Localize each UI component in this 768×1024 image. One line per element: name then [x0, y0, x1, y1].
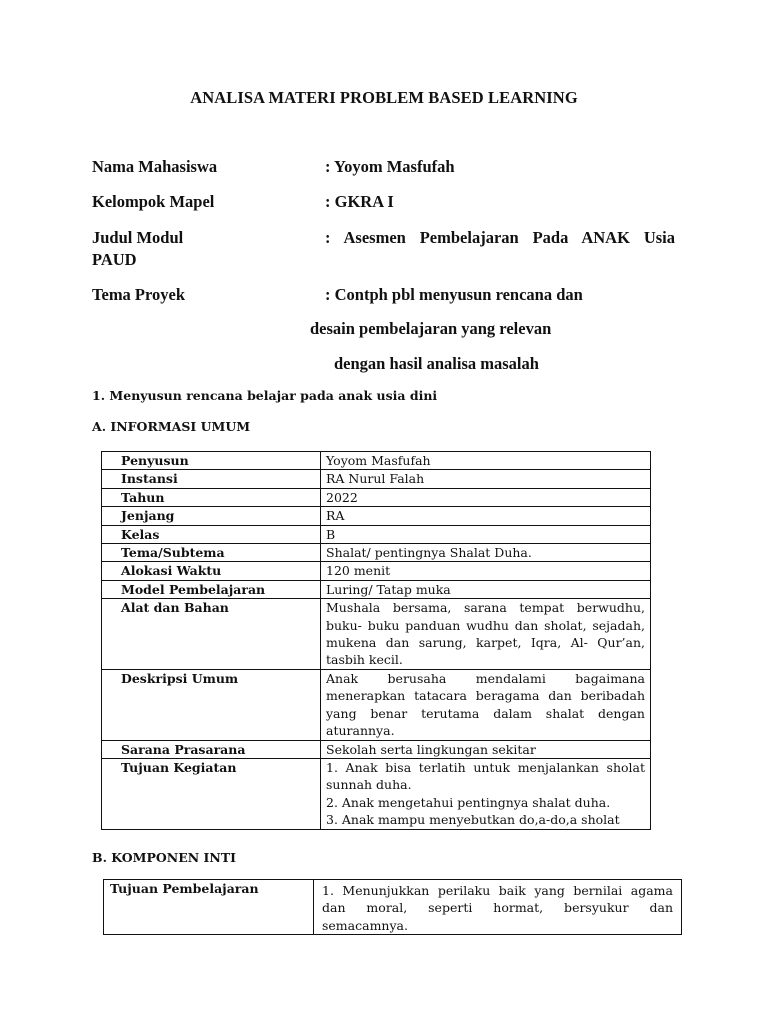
table-row: [102, 525, 651, 543]
table-row: [102, 599, 651, 670]
table-row: [102, 488, 651, 506]
row-label: Sarana Prasarana: [102, 740, 321, 758]
row-value: Luring/ Tatap muka: [321, 580, 651, 598]
informasi-umum-table: [101, 451, 651, 830]
row-label: Jenjang: [102, 507, 321, 525]
row-label: Penyusun: [102, 452, 321, 470]
table-row: [102, 758, 651, 829]
list-item: 2. Anak mengetahui pentingnya shalat duha.: [326, 794, 611, 810]
nama-value: : Yoyom Masfufah: [325, 157, 455, 176]
judul-continuation: PAUD: [92, 250, 137, 269]
table-row: [102, 544, 651, 562]
row-value: Yoyom Masfufah: [321, 452, 651, 470]
row-value: 120 menit: [321, 562, 651, 580]
nama-label: Nama Mahasiswa: [92, 157, 218, 176]
row-label: Alokasi Waktu: [102, 562, 321, 580]
row-label: Tujuan Kegiatan: [102, 758, 321, 829]
row-value: 1. Menunjukkan perilaku baik yang bernilai agama dan moral, seperti hormat, bersyukur dan semacamnya.: [314, 880, 682, 935]
row-label: Tahun: [102, 488, 321, 506]
row-value: RA: [321, 507, 651, 525]
table-row: [102, 580, 651, 598]
row-label: Deskripsi Umum: [102, 669, 321, 740]
tema-value: : Contph pbl menyusun rencana dan: [325, 285, 583, 304]
step-heading: 1. Menyusun rencana belajar pada anak usia dini: [92, 388, 438, 403]
table-row: [104, 880, 682, 935]
table-row: [102, 740, 651, 758]
judul-label: Judul Modul: [92, 228, 184, 247]
row-value: B: [321, 525, 651, 543]
list-item: 1. Anak bisa terlatih untuk menjalankan sholat sunnah duha.: [326, 759, 645, 793]
row-label: Kelas: [102, 525, 321, 543]
row-label: Tema/Subtema: [102, 544, 321, 562]
table-row: [102, 562, 651, 580]
komponen-inti-table: [103, 879, 682, 935]
judul-value: : Asesmen Pembelajaran Pada ANAK Usia: [325, 228, 675, 247]
row-value: Sekolah serta lingkungan sekitar: [321, 740, 651, 758]
tema-continuation-2: dengan hasil analisa masalah: [334, 354, 539, 373]
row-value: Anak berusaha mendalami bagaimana menerapkan tatacara beragama dan beribadah yang benar terutama dalam shalat dengan aturannya.: [321, 669, 651, 740]
section-a-heading: A. INFORMASI UMUM: [92, 419, 251, 434]
row-value: RA Nurul Falah: [321, 470, 651, 488]
table-row: [102, 669, 651, 740]
list-item: 3. Anak mampu menyebutkan do,a-do,a sholat: [326, 812, 620, 828]
document-title: ANALISA MATERI PROBLEM BASED LEARNING: [190, 88, 578, 107]
table-row: [102, 470, 651, 488]
row-value: Shalat/ pentingnya Shalat Duha.: [321, 544, 651, 562]
table-row: [102, 452, 651, 470]
row-label: Model Pembelajaran: [102, 580, 321, 598]
kelompok-label: Kelompok Mapel: [92, 192, 215, 211]
section-b-heading: B. KOMPONEN INTI: [92, 850, 236, 865]
kelompok-value: : GKRA I: [325, 192, 394, 211]
row-value: Mushala bersama, sarana tempat berwudhu, buku- buku panduan wudhu dan sholat, sejadah, mukena dan sarung, karpet, Iqra, Al- Qur’an, tasbih kecil.: [321, 599, 651, 670]
row-label: Instansi: [102, 470, 321, 488]
row-value: 2022: [321, 488, 651, 506]
row-label: Alat dan Bahan: [102, 599, 321, 670]
tema-continuation-1: desain pembelajaran yang relevan: [310, 319, 552, 338]
table-row: [102, 507, 651, 525]
row-label: Tujuan Pembelajaran: [104, 880, 314, 935]
tema-label: Tema Proyek: [92, 285, 186, 304]
tujuan-kegiatan-list: [321, 758, 651, 829]
